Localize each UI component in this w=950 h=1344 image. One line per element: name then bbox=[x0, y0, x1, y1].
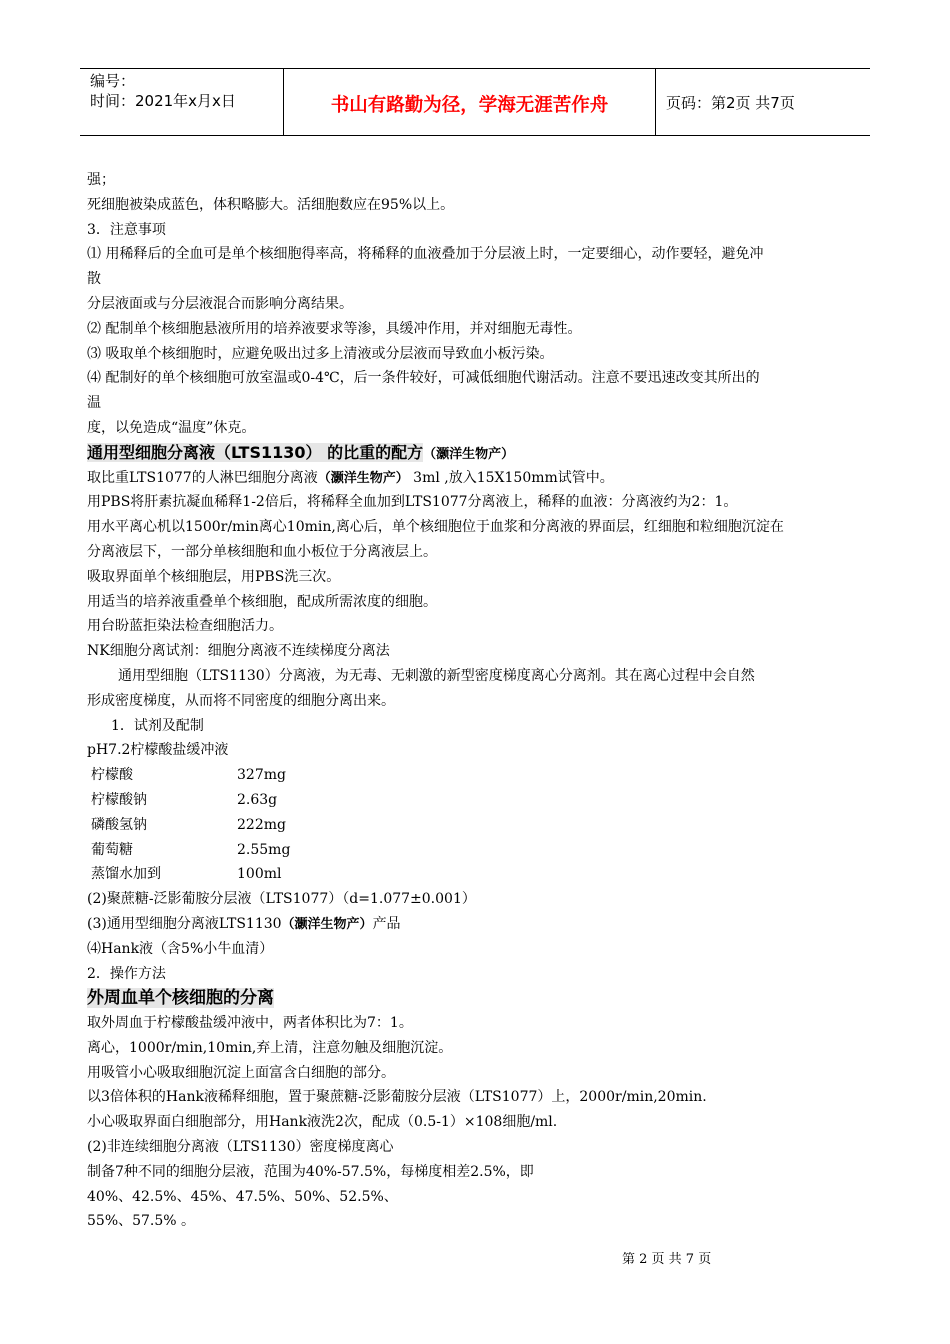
text-span: 产品 bbox=[372, 915, 401, 932]
paragraph-line: (2)聚蔗糖-泛影葡胺分层液（LTS1077）（d=1.077±0.001） bbox=[87, 891, 476, 908]
heading-formula-title: 通用型细胞分离液（LTS1130） 的比重的配方 bbox=[87, 442, 424, 462]
heading-formula-brand: （灏洋生物产） bbox=[423, 446, 515, 462]
paragraph-line: 度，以免造成“温度”休克。 bbox=[87, 419, 256, 436]
paragraph-line: 用PBS将肝素抗凝血稀释1-2倍后，将稀释全血加到LTS1077分离液上，稀释的血液：分离液约为2：1。 bbox=[87, 494, 738, 511]
paragraph-line bbox=[87, 912, 877, 937]
reagent-name: 磷酸氢钠 bbox=[91, 816, 147, 833]
text-span: 取比重LTS1077的人淋巴细胞分离液 bbox=[87, 469, 318, 486]
paragraph-line: 分层液面或与分层液混合而影响分离结果。 bbox=[87, 295, 353, 312]
paragraph-line: 死细胞被染成蓝色，体积略膨大。活细胞数应在95%以上。 bbox=[87, 196, 455, 213]
reagent-row bbox=[87, 788, 877, 813]
reagent-name: 葡萄糖 bbox=[91, 841, 133, 858]
paragraph-line: ⑶ 吸取单个核细胞时，应避免吸出过多上清液或分层液而导致血小板污染。 bbox=[87, 345, 554, 362]
paragraph-line: ⑷Hank液（含5%小牛血清） bbox=[87, 940, 274, 957]
header-motto: 书山有路勤为径，学海无涯苦作舟 bbox=[283, 69, 656, 135]
paragraph-line: (2)非连续细胞分离液（LTS1130）密度梯度离心 bbox=[87, 1139, 394, 1156]
heading-pbmc-title: 外周血单个核细胞的分离 bbox=[87, 988, 274, 1009]
paragraph-line: 用适当的培养液重叠单个核细胞，配成所需浓度的细胞。 bbox=[87, 593, 437, 610]
paragraph-line: 用台盼蓝拒染法检查细胞活力。 bbox=[87, 618, 283, 635]
paragraph-line: ⑷ 配制好的单个核细胞可放室温或0-4℃，后一条件较好，可减低细胞代谢活动。注意不要迅速改变其所出的 bbox=[87, 370, 760, 387]
reagent-amount: 2.63g bbox=[237, 791, 278, 808]
paragraph-line: 小心吸取界面白细胞部分，用Hank液洗2次，配成（0.5-1）×108细胞/ml. bbox=[87, 1114, 558, 1131]
paragraph-line: ⑴ 用稀释后的全血可是单个核细胞得率高，将稀释的血液叠加于分层液上时，一定要细心，动作要轻，避免冲 bbox=[87, 246, 764, 263]
paragraph-line: 取外周血于柠檬酸盐缓冲液中，两者体积比为7：1。 bbox=[87, 1015, 413, 1032]
text-span: 3ml ,放入15X150mm试管中。 bbox=[408, 469, 614, 486]
document-number-label: 编号： bbox=[90, 72, 136, 90]
paragraph-line: pH7.2柠檬酸盐缓冲液 bbox=[87, 742, 229, 759]
paragraph-line: 55%、57.5% 。 bbox=[87, 1213, 196, 1230]
paragraph-line: 温 bbox=[87, 395, 101, 412]
heading-formula bbox=[87, 441, 877, 466]
reagent-name: 柠檬酸钠 bbox=[91, 791, 147, 808]
paragraph-line: 制备7种不同的细胞分层液，范围为40%-57.5%，每梯度相差2.5%，即 bbox=[87, 1163, 534, 1180]
paragraph-line: 散 bbox=[87, 271, 101, 288]
heading-pbmc-separation bbox=[87, 986, 877, 1011]
paragraph-line: 通用型细胞（LTS1130）分离液，为无毒、无刺激的新型密度梯度离心分离剂。其在离心过程中会自然 bbox=[118, 667, 755, 684]
page-header bbox=[80, 68, 870, 136]
section-title: 2．操作方法 bbox=[87, 965, 166, 982]
reagent-amount: 2.55mg bbox=[237, 841, 291, 858]
paragraph-line: 用水平离心机以1500r/min离心10min,离心后，单个核细胞位于血浆和分离液的界面层，红细胞和粒细胞沉淀在 bbox=[87, 519, 784, 536]
reagent-amount: 327mg bbox=[237, 767, 286, 784]
brand-text: （灏洋生物产） bbox=[317, 470, 409, 486]
header-meta bbox=[80, 69, 283, 135]
paragraph-line: ⑵ 配制单个核细胞悬液所用的培养液要求等渗，具缓冲作用，并对细胞无毒性。 bbox=[87, 320, 582, 337]
document-body bbox=[87, 168, 877, 1234]
paragraph-line: 以3倍体积的Hank液稀释细胞，置于聚蔗糖-泛影葡胺分层液（LTS1077）上，2000r/min,20min. bbox=[87, 1089, 707, 1106]
reagent-row bbox=[87, 862, 877, 887]
paragraph-line: 强； bbox=[87, 172, 115, 188]
paragraph-line: 离心，1000r/min,10min,弃上清，注意勿触及细胞沉淀。 bbox=[87, 1039, 453, 1056]
paragraph-line: 形成密度梯度，从而将不同密度的细胞分离出来。 bbox=[87, 692, 395, 709]
section-title: 1．试剂及配制 bbox=[111, 717, 204, 734]
reagent-amount: 222mg bbox=[237, 816, 286, 833]
paragraph-line: 吸取界面单个核细胞层，用PBS洗三次。 bbox=[87, 568, 341, 585]
header-page-info: 页码：第2页 共7页 bbox=[666, 93, 795, 112]
paragraph-line: NK细胞分离试剂：细胞分离液不连续梯度分离法 bbox=[87, 643, 390, 660]
reagent-row bbox=[87, 838, 877, 863]
page-footer: 第 2 页 共 7 页 bbox=[622, 1252, 712, 1267]
paragraph-line: 分离液层下，一部分单核细胞和血小板位于分离液层上。 bbox=[87, 543, 437, 560]
section-title: 3．注意事项 bbox=[87, 221, 166, 238]
paragraph-line: 40%、42.5%、45%、47.5%、50%、52.5%、 bbox=[87, 1188, 398, 1205]
document-date: 时间：2021年x月x日 bbox=[90, 92, 236, 110]
brand-text: （灏洋生物产） bbox=[281, 916, 373, 932]
reagent-amount: 100ml bbox=[237, 866, 282, 883]
reagent-row bbox=[87, 763, 877, 788]
paragraph-line bbox=[87, 466, 877, 491]
paragraph-line: 用吸管小心吸取细胞沉淀上面富含白细胞的部分。 bbox=[87, 1064, 395, 1081]
reagent-row bbox=[87, 813, 877, 838]
reagent-name: 蒸馏水加到 bbox=[91, 866, 161, 883]
reagent-name: 柠檬酸 bbox=[91, 767, 133, 784]
text-span: (3)通用型细胞分离液LTS1130 bbox=[87, 915, 282, 932]
